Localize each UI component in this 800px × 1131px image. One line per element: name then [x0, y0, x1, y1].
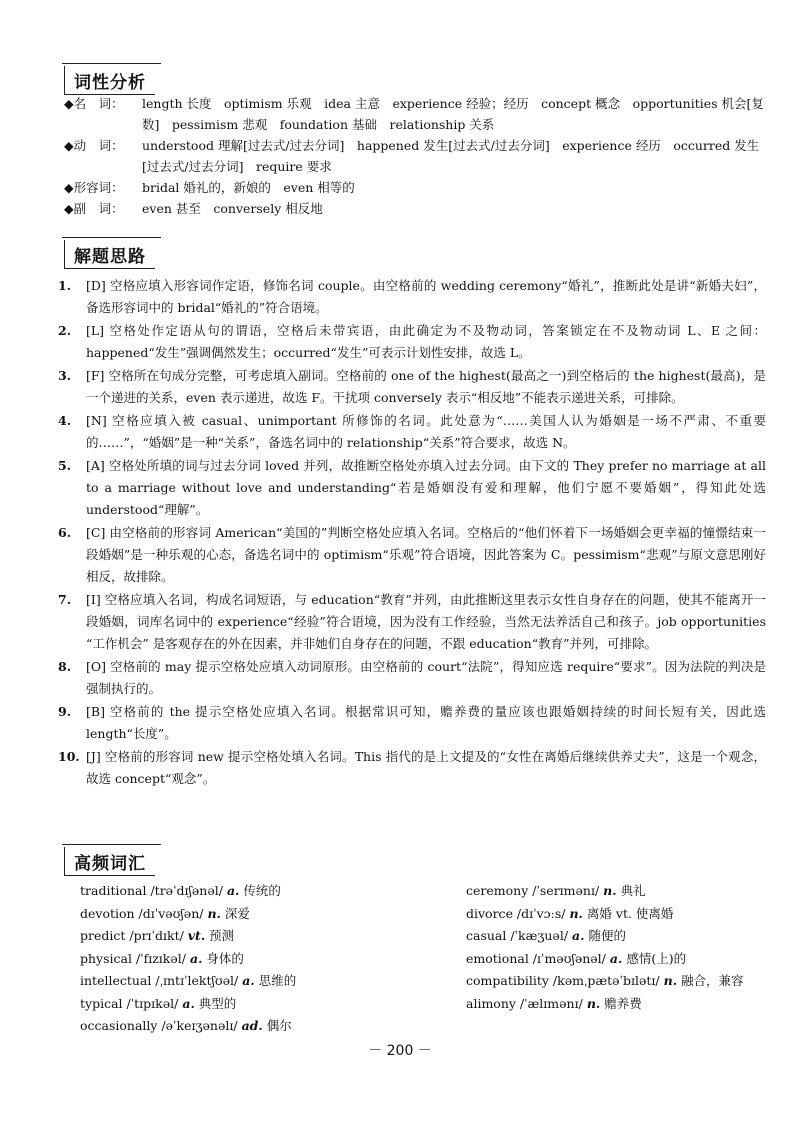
- vocab-meaning: 预测: [209, 928, 235, 943]
- solution-item: [58, 701, 766, 745]
- section-title-solution-ideas: 解题思路: [64, 240, 155, 269]
- item-text: [A] 空格处所填的词与过去分词 loved 并列，故推断空格处亦填入过去分词。由下文的 They prefer no marriage at all to a marriage without love and understanding“若是婚姻没有爱和理解，他们宁愿不要婚姻”，得知此处选 understood“理解”。: [86, 458, 766, 517]
- pos-text: length 长度 optimism 乐观 idea 主意 experience 经验；经历 concept 概念 opportunities 机会[复数] pessimism 悲观 foundation 基础 relationship 关系: [142, 96, 764, 132]
- vocab-word: compatibility /kəmˌpætəˈbɪlətɪ/: [466, 973, 660, 988]
- solution-item: [58, 522, 766, 588]
- pos-row-verb: [64, 135, 764, 177]
- item-number: 1.: [58, 278, 72, 293]
- pos-row-adverb: [64, 198, 764, 219]
- vocab-item: [466, 880, 786, 903]
- vocab-item: [80, 993, 450, 1016]
- item-number: 10.: [58, 749, 80, 764]
- solution-item: [58, 365, 766, 409]
- pos-text: even 甚至 conversely 相反地: [142, 201, 323, 216]
- vocab-word: divorce /dɪˈvɔːs/: [466, 905, 566, 921]
- pos-text: understood 理解[过去式/过去分词] happened 发生[过去式/过去分词] experience 经历 occurred 发生[过去式/过去分词] require 要求: [142, 138, 760, 174]
- item-text: [O] 空格前的 may 提示空格处应填入动词原形。由空格前的 court“法院”，得知应选 require“要求”。因为法院的判决是强制执行的。: [86, 659, 766, 696]
- vocab-item: [466, 903, 786, 926]
- vocab-pos: a.: [242, 973, 255, 988]
- vocab-word: predict /prɪˈdɪkt/: [80, 928, 184, 943]
- vocab-item: [80, 948, 450, 971]
- vocab-pos: ad.: [241, 1018, 263, 1033]
- vocab-pos: n.: [603, 883, 617, 898]
- vocab-meaning: 深爱: [224, 905, 250, 921]
- vocab-item: [80, 903, 450, 926]
- vocab-word: alimony /ˈælɪmənɪ/: [466, 995, 583, 1011]
- vocab-word: intellectual /ˌɪntɪˈlektʃʊəl/: [80, 973, 239, 988]
- solution-item: [58, 410, 766, 454]
- vocab-word: traditional /trəˈdɪʃənəl/: [80, 883, 223, 898]
- vocab-item: [80, 970, 450, 993]
- item-text: [N] 空格应填入被 casual、unimportant 所修饰的名词。此处意为“……美国人认为婚姻是一场不严肃、不重要的……”，“婚姻”是一种“关系”，备选名词中的 relationship“关系”符合要求，故选 N。: [86, 413, 766, 450]
- pos-label: ◆动 词：: [64, 138, 124, 153]
- vocab-pos: a.: [572, 928, 585, 943]
- item-text: [D] 空格应填入形容词作定语，修饰名词 couple。由空格前的 wedding ceremony“婚礼”，推断此处是讲“新婚夫妇”，备选形容词中的 bridal“婚礼的”符合语境。: [86, 278, 766, 315]
- pos-label: ◆副 词：: [64, 201, 124, 216]
- vocab-word: occasionally /əˈkeɪʒənəlɪ/: [80, 1018, 238, 1033]
- vocab-word: emotional /ɪˈməʊʃənəl/: [466, 950, 606, 966]
- pos-label: ◆形容词：: [64, 180, 124, 195]
- vocab-item: [466, 993, 786, 1016]
- item-text: [B] 空格前的 the 提示空格处应填入名词。根据常识可知，赡养费的量应该也跟婚姻持续的时间长短有关，因此选 length“长度”。: [86, 704, 766, 741]
- item-text: [F] 空格所在句成分完整，可考虑填入副词。空格前的 one of the highest(最高之一)到空格后的 the highest(最高)，是一个递进的关系，even 表示递进，故选 F。干扰项 conversely 表示“相反地”不能表示递进关系，可排除。: [86, 368, 766, 405]
- vocab-meaning: 偶尔: [266, 1018, 292, 1033]
- pos-text: bridal 婚礼的，新娘的 even 相等的: [142, 180, 355, 195]
- vocab-word: devotion /dɪˈvəʊʃən/: [80, 905, 204, 921]
- solution-item: [58, 746, 766, 790]
- vocab-pos: n.: [569, 905, 583, 921]
- pos-analysis-list: [64, 93, 764, 219]
- item-text: [I] 空格应填入名词，构成名词短语，与 education“教育”并列，由此推断这里表示女性自身存在的问题，使其不能离开一段婚姻，词库名词中的 experience“经验”符合语境，因为没有工作经验，当然无法养活自己和孩子。job opportunities “工作机会” 是客观存在的外在因素，并非她们自身存在的问题，不跟 education“教育”并列，可排除。: [86, 592, 766, 651]
- vocab-meaning: 典型的: [198, 995, 237, 1011]
- vocab-meaning: 思维的: [258, 973, 297, 988]
- vocab-item: [80, 1015, 450, 1038]
- vocab-pos: a.: [609, 950, 623, 966]
- item-number: 7.: [58, 592, 72, 607]
- pos-row-noun: [64, 93, 764, 135]
- solution-item: [58, 589, 766, 655]
- section-title-pos-analysis: 词性分析: [64, 66, 155, 95]
- vocab-pos: a.: [182, 995, 195, 1011]
- vocab-meaning: 随便的: [588, 928, 626, 943]
- solution-item: [58, 320, 766, 364]
- vocab-meaning: 感情(上)的: [626, 950, 687, 966]
- item-text: [J] 空格前的形容词 new 提示空格处填入名词。This 指代的是上文提及的“女性在离婚后继续供养丈夫”，这是一个观念，故选 concept“观念”。: [86, 749, 766, 786]
- vocab-pos: a.: [189, 950, 203, 966]
- vocab-meaning: 典礼: [620, 883, 646, 898]
- vocab-word: casual /ˈkæʒuəl/: [466, 928, 569, 943]
- item-number: 2.: [58, 323, 72, 338]
- vocab-item: [466, 948, 786, 971]
- item-number: 8.: [58, 659, 72, 674]
- vocab-meaning: 身体的: [206, 950, 244, 966]
- vocab-meaning: 传统的: [243, 883, 281, 898]
- vocab-pos: a.: [226, 883, 240, 898]
- vocab-meaning: 赡养费: [604, 995, 642, 1011]
- vocab-pos: n.: [663, 973, 678, 988]
- item-number: 3.: [58, 368, 72, 383]
- pos-row-adjective: [64, 177, 764, 198]
- vocab-list-right: [466, 880, 786, 1015]
- vocab-item: [80, 880, 450, 903]
- solution-item: [58, 455, 766, 521]
- solution-list: [58, 275, 766, 791]
- vocab-word: physical /ˈfɪzɪkəl/: [80, 950, 186, 966]
- vocab-list-left: [80, 880, 450, 1038]
- vocab-item: [466, 925, 786, 948]
- item-number: 4.: [58, 413, 72, 428]
- item-text: [C] 由空格前的形容词 American“美国的”判断空格处应填入名词。空格后的“他们怀着下一场婚姻会更幸福的憧憬结束一段婚姻”是一种乐观的心态，备选名词中的 optimism“乐观”符合语境，因此答案为 C。pessimism“悲观”与原文意思刚好相反，故排除。: [86, 525, 766, 584]
- section-title-vocabulary: 高频词汇: [64, 847, 155, 876]
- vocab-pos: n.: [207, 905, 221, 921]
- item-text: [L] 空格处作定语从句的谓语，空格后未带宾语，由此确定为不及物动词，答案锁定在不及物动词 L、E 之间：happened“发生”强调偶然发生；occurred“发生”可表示计划性安排，故选 L。: [86, 323, 766, 360]
- vocab-word: ceremony /ˈserɪmənɪ/: [466, 883, 600, 898]
- vocab-meaning: 离婚 vt. 使离婚: [586, 905, 674, 921]
- vocab-meaning: 融合，兼容: [681, 973, 744, 988]
- solution-item: [58, 275, 766, 319]
- vocab-pos: n.: [586, 995, 601, 1011]
- solution-item: [58, 656, 766, 700]
- vocab-item: [80, 925, 450, 948]
- vocab-word: typical /ˈtɪpɪkəl/: [80, 995, 179, 1011]
- page-number: － 200 －: [368, 1043, 432, 1059]
- item-number: 9.: [58, 704, 72, 719]
- vocab-pos: vt.: [187, 928, 206, 943]
- vocab-item: [466, 970, 786, 993]
- item-number: 6.: [58, 525, 72, 540]
- pos-label: ◆名 词：: [64, 96, 124, 111]
- item-number: 5.: [58, 458, 72, 473]
